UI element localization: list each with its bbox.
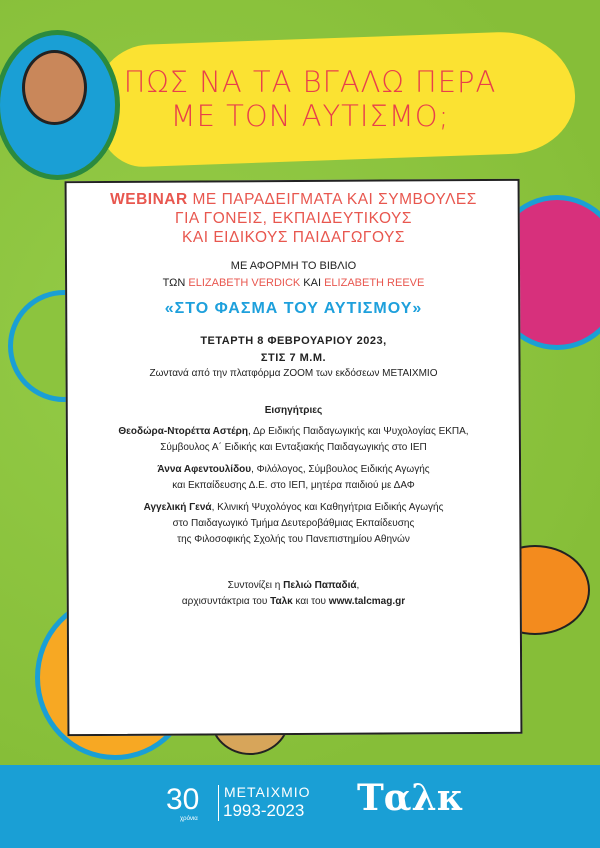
event-platform: Ζωντανά από την πλατφόρμα ZOOM των εκδόσεων ΜΕΤΑΙΧΜΙΟ xyxy=(149,368,438,379)
book-title: «ΣΤΟ ΦΑΣΜΑ ΤΟΥ ΑΥΤΙΣΜΟΥ» xyxy=(164,300,423,317)
speakers-heading: Εισηγήτριες xyxy=(264,405,323,416)
speaker-2: Άννα Αφεντουλίδου, Φιλόλογος, Σύμβουλος Ειδικής Αγωγής και Εκπαίδευσης Δ.Ε. στο ΙΕΠ, μητέρα παιδιού με ΔΑΦ xyxy=(157,464,430,491)
publisher-logo: ΜΕΤΑΙΧΜΙΟ xyxy=(224,784,311,800)
intro-line3: ΚΑΙ ΕΙΔΙΚΟΥΣ ΠΑΙΔΑΓΩΓΟΥΣ xyxy=(182,229,405,246)
girl-face xyxy=(22,50,87,125)
publisher-period: 1993-2023 xyxy=(223,801,305,820)
footer xyxy=(0,765,600,848)
book-intro: ΜΕ ΑΦΟΡΜΗ ΤΟ ΒΙΒΛΙΟ xyxy=(230,260,357,272)
intro-line1: WEBINAR ΜΕ ΠΑΡΑΔΕΙΓΜΑΤΑ ΚΑΙ ΣΥΜΒΟΥΛΕΣ xyxy=(110,191,477,208)
speaker-3: Αγγελική Γενά, Κλινική Ψυχολόγος και Καθηγήτρια Ειδικής Αγωγής στο Παιδαγωγικό Τμήμα Δευτεροβάθμιας Εκπαίδευσης της Φιλοσοφικής Σχολής του Πανεπιστημίου Αθηνών xyxy=(143,502,444,545)
event-time: ΣΤΙΣ 7 Μ.Μ. xyxy=(260,352,327,364)
talk-logo: Ταλκ xyxy=(357,777,464,819)
website-link[interactable]: www.talcmag.gr xyxy=(328,596,406,607)
speaker-1: Θεοδώρα-Ντορέττα Αστέρη, Δρ Ειδικής Παιδαγωγικής και Ψυχολογίας ΕΚΠΑ, Σύμβουλος Α΄ Ειδικής και Ενταξιακής Παιδαγωγικής στο ΙΕΠ xyxy=(118,426,469,453)
moderator: Συντονίζει η Πελιώ Παπαδιά, αρχισυντάκτρια του Ταλκ και του www.talcmag.gr xyxy=(181,580,406,607)
book-authors: ΤΩΝ ELIZABETH VERDICK ΚΑΙ ELIZABETH REEVE xyxy=(162,277,425,289)
page-title: ΠΩΣ ΝΑ ΤΑ ΒΓΑΛΩ ΠΕΡΑ ΜΕ ΤΟΝ ΑΥΤΙΣΜΟ; xyxy=(123,65,497,133)
event-date: ΤΕΤΑΡΤΗ 8 ΦΕΒΡΟΥΑΡΙΟΥ 2023, xyxy=(200,335,387,347)
anniversary-logo: 30 xyxy=(166,783,200,816)
divider xyxy=(218,785,219,821)
intro-line2: ΓΙΑ ΓΟΝΕΙΣ, ΕΚΠΑΙΔΕΥΤΙΚΟΥΣ xyxy=(175,210,412,227)
anniversary-label: χρόνια xyxy=(180,816,198,822)
